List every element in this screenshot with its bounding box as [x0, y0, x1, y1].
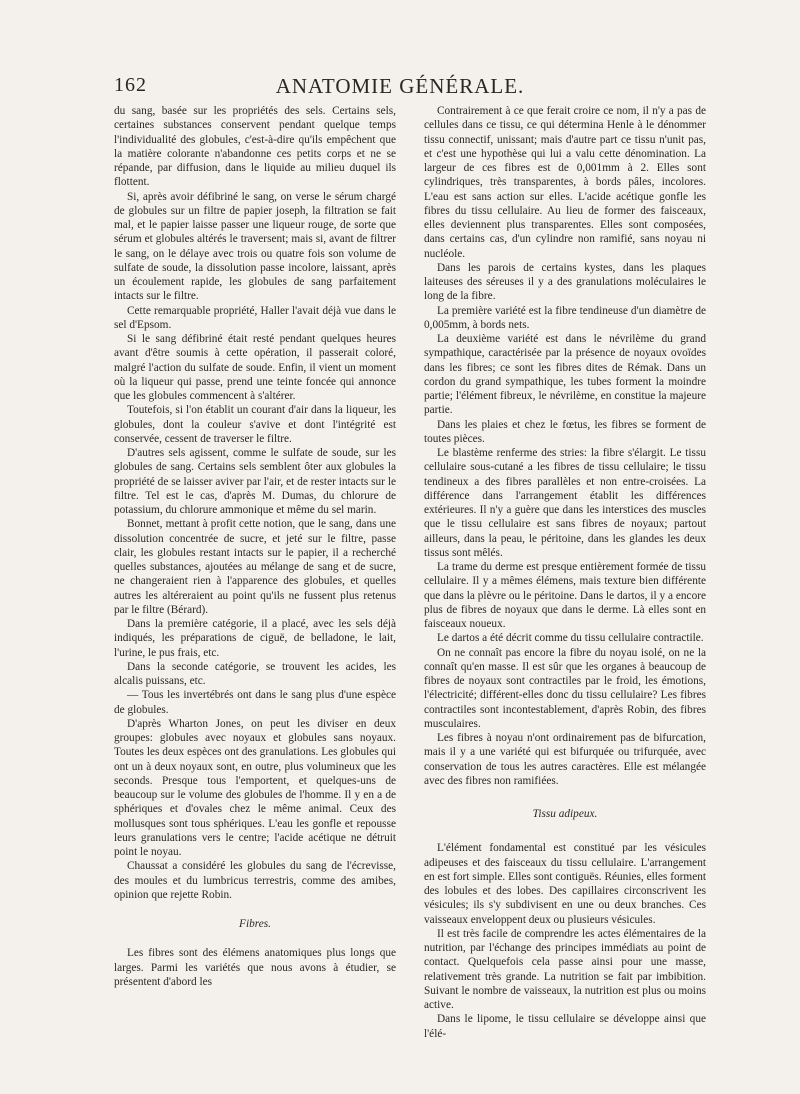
paragraph: Dans la seconde catégorie, se trouvent les acides, les alcalis puissans, etc.	[114, 660, 396, 687]
paragraph: Chaussat a considéré les globules du sang de l'écrevisse, des moules et du lumbricus terrestris, comme des amibes, opinion que rejette Robin.	[114, 860, 396, 901]
paragraph: Il est très facile de comprendre les actes élémentaires de la nutrition, par l'échange des principes immédiats au point de contact. Quelquefois cela passe ainsi pour une masse, relativement très grande. La nutrition se fait par imbibition. Suivant le nombre de vaisseaux, la nutrition est plus ou moins active.	[424, 927, 706, 1011]
paragraph: D'après Wharton Jones, on peut les diviser en deux groupes: globules avec noyaux et globules sans noyaux. Toutes les deux espèces ont des granulations. Les globules qui ont un à deux noyaux sont, en outre, plus volumineux que les seconds. Presque tous l'emportent, et quelques-uns de beaucoup sur le volume des globules de l'homme. Il y en a de sphériques et d'ovales chez le même animal. Ceux des mollusques sont tous sphériques. L'eau les gonfle et repousse leurs granulations vers le centre; l'acide acétique ne détruit point le noyau.	[114, 717, 396, 858]
section-heading: Fibres.	[239, 918, 271, 930]
paragraph: Le dartos a été décrit comme du tissu cellulaire contractile.	[437, 632, 704, 645]
paragraph: Le blastème renferme des stries: la fibre s'élargit. Le tissu cellulaire sous-cutané a les fibres de tissu cellulaire; le tissu tendineux a des fibres parallèles et non entre-croisées. La différence dans l'arrangement établit les différences extérieures. Il n'y a guère que dans les interstices des muscles que le tissu cellulaire est sans fibres de noyaux; partout ailleurs, dans la peau, le péritoine, dans les glandes les deux tissus sont mêlés.	[424, 447, 706, 559]
paragraph: Contrairement à ce que ferait croire ce nom, il n'y a pas de cellules dans ce tissu, ce qui détermina Henle à le dénommer tissu connectif, unissant; mais d'autre part ce tissu n'unit pas, et c'est une hypothèse qui lui a valu cette dénomination. La largeur de ces fibres est de 0,001mm à 2. Elles sont cylindriques, très transparentes, à bords pâles, incolores. L'eau est sans action sur elles. L'acide acétique gonfle les fibres du tissu cellulaire. Au lieu de former des faisceaux, elles deviennent plus transparentes. Elles sont composées, dans certains cas, d'un cylindre non ramifié, sans noyau ni nucléole.	[424, 105, 706, 260]
page-number: 162	[114, 74, 147, 96]
paragraph: L'élément fondamental est constitué par les vésicules adipeuses et des faisceaux du tissu cellulaire. L'arrangement en est fort simple. Elles sont contiguës. Réunies, elles forment des lobules et des lobes. Des capillaires circonscrivent les vésicules; ils s'y subdivisent en une ou deux branches. Ces vaisseaux enveloppent deux ou plusieurs vésicules.	[424, 842, 706, 926]
paragraph: Les fibres à noyau n'ont ordinairement pas de bifurcation, mais il y a une variété qui est bifurquée ou trifurquée, avec conservation de tous les autres caractères. Elle est mélangée avec des fibres non ramifiées.	[424, 732, 706, 787]
running-header	[114, 74, 686, 100]
section-heading: Tissu adipeux.	[532, 808, 598, 820]
paragraph: Si le sang défibriné était resté pendant quelques heures avant d'être soumis à cette opération, il passerait coloré, malgré l'action du sulfate de soude. Enfin, il vient un moment où la liqueur qui passe, prend une teinte foncée qui annonce que les globules commencent à s'altérer.	[114, 333, 396, 402]
paragraph: Bonnet, mettant à profit cette notion, que le sang, dans une dissolution concentrée de sucre, et jeté sur le filtre, passe clair, les globules restant intacts sur le papier, il a recherché quelles substances, ajoutées au mélange de sang et de sucre, ne changeraient rien à l'apparence des globules, et quelles autres les altéreraient au point qu'ils ne fussent plus retenus par le filtre (Bérard).	[114, 518, 396, 616]
running-title: ANATOMIE GÉNÉRALE.	[275, 74, 525, 98]
paragraph: Dans la première catégorie, il a placé, avec les sels déjà indiqués, les préparations de ciguë, de belladone, le lait, l'urine, le pus frais, etc.	[114, 618, 396, 659]
paragraph: Si, après avoir défibriné le sang, on verse le sérum chargé de globules sur un filtre de papier joseph, la filtration se fait mal, et le papier laisse passer une liqueur rouge, de sorte que sérum et globules altérés le traversent; mais si, avant de filtrer le sang, on le délaye avec trois ou quatre fois son volume de sulfate de soude, la dissolution passe incolore, laissant, après un écoulement rapide, les globules de sang parfaitement intacts sur le filtre.	[114, 190, 396, 303]
paragraph: La trame du derme est presque entièrement formée de tissu cellulaire. Il y a mêmes élémens, mais texture bien différente que dans la plèvre ou le péritoine. Dans le dartos, il y a encore plus de fibres de noyaux que dans le derme. Là elles sont en faisceaux noueux.	[424, 561, 706, 630]
paragraph: Toutefois, si l'on établit un courant d'air dans la liqueur, les globules, dont la couleur s'avive et dont l'intégrité est conservée, cessent de traverser le filtre.	[114, 404, 396, 445]
paragraph: On ne connaît pas encore la fibre du noyau isolé, on ne la connaît qu'en masse. Il est sûr que les organes à beaucoup de fibres de noyaux sont contractiles par le froid, les émotions, l'électricité; différent-elles donc du tissu cellulaire? Les fibres contractiles sont incontestablement, d'après Robin, des fibres musculaires.	[424, 646, 706, 730]
paragraph: La première variété est la fibre tendineuse d'un diamètre de 0,005mm, à bords nets.	[424, 304, 706, 331]
paragraph: — Tous les invertébrés ont dans le sang plus d'une espèce de globules.	[114, 689, 396, 716]
paragraph: Les fibres sont des élémens anatomiques plus longs que larges. Parmi les variétés que nous avons à étudier, se présentent d'abord les	[114, 947, 396, 988]
paragraph: Dans les plaies et chez le fœtus, les fibres se forment de toutes pièces.	[424, 418, 706, 445]
paragraph: Dans les parois de certains kystes, dans les plaques laiteuses des séreuses il y a des granulations moléculaires le long de la fibre.	[424, 261, 706, 303]
right-column	[424, 104, 706, 1041]
paragraph: Dans le lipome, le tissu cellulaire se développe ainsi que l'élé-	[424, 1013, 706, 1040]
paragraph: D'autres sels agissent, comme le sulfate de soude, sur les globules de sang. Certains sels semblent ôter aux globules la propriété de se laisser aviver par l'air, et de rester intacts sur le filtre. Tel est le cas, d'après M. Dumas, du chlorure de potassium, du chlorure ammonique et même du sel marin.	[114, 447, 396, 516]
paragraph: du sang, basée sur les propriétés des sels. Certains sels, certaines substances conservent pendant quelque temps l'individualité des globules, c'est-à-dire qu'ils empêchent que la matière colorante n'abandonne ces petits corps et ne se répande, par diffusion, dans le liquide au milieu duquel ils flottent.	[114, 105, 396, 189]
left-column	[114, 104, 396, 989]
paragraph: La deuxième variété est dans le névrilème du grand sympathique, caractérisée par la présence de noyaux ovoïdes dans les fibres; ce sont les fibres dites de Rémak. Dans un cordon du grand sympathique, les tubes forment la moindre partie; l'élément fibreux, le névrilème, en constitue la majeure partie.	[424, 333, 706, 417]
paragraph: Cette remarquable propriété, Haller l'avait déjà vue dans le sel d'Epsom.	[114, 304, 396, 331]
